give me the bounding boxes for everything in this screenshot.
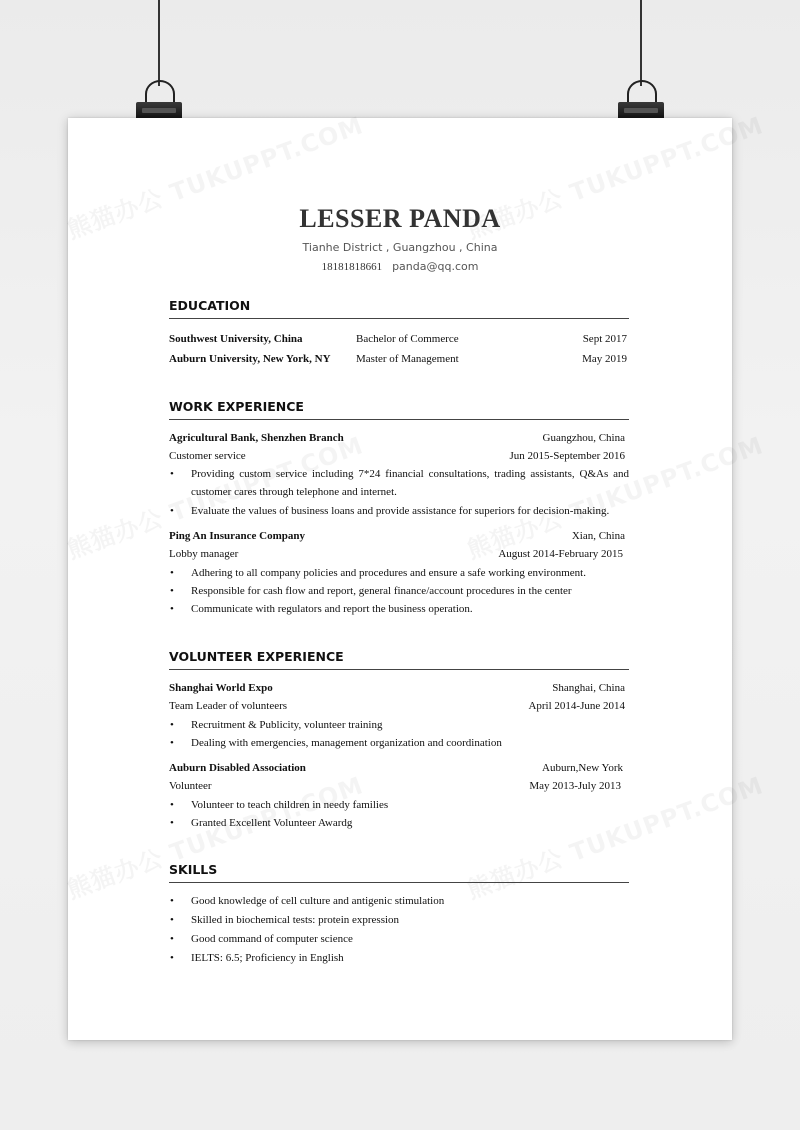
- list-item: • Recruitment & Publicity, volunteer training: [169, 716, 629, 734]
- section-title-work-experience: WORK EXPERIENCE: [169, 399, 629, 420]
- list-item: • Dealing with emergencies, management organization and coordination: [169, 734, 629, 752]
- contact-line: [68, 260, 732, 273]
- date: April 2014-June 2014: [528, 700, 625, 712]
- list-item: • Responsible for cash flow and report, general finance/account procedures in the center: [169, 582, 629, 600]
- company-name: Agricultural Bank, Shenzhen Branch: [169, 432, 344, 444]
- list-item: • Communicate with regulators and report the business operation.: [169, 600, 629, 618]
- section-title-education: EDUCATION: [169, 298, 629, 319]
- list-item: • IELTS: 6.5; Proficiency in English: [169, 949, 629, 967]
- location: Auburn,New York: [542, 762, 623, 774]
- location: Shanghai, China: [552, 682, 625, 694]
- list-item: • Providing custom service including 7*24 financial consultations, trading assistants, Q&As and customer cares through telephone and internet.: [169, 465, 629, 501]
- school-name: Southwest University, China: [169, 333, 303, 345]
- watermark: [61, 766, 367, 906]
- date: August 2014-February 2015: [498, 548, 623, 560]
- job-role: Volunteer: [169, 780, 212, 792]
- address: Tianhe District , Guangzhou , China: [302, 241, 498, 254]
- school-name: Auburn University, New York, NY: [169, 353, 331, 365]
- section-title-volunteer-experience: VOLUNTEER EXPERIENCE: [169, 649, 629, 670]
- list-item: • Good knowledge of cell culture and antigenic stimulation: [169, 892, 629, 910]
- list-item: • Skilled in biochemical tests: protein expression: [169, 911, 629, 929]
- degree: Master of Management: [356, 353, 459, 365]
- list-item: • Evaluate the values of business loans and provide assistance for superiors for decision-making.: [169, 502, 629, 520]
- job-role: Team Leader of volunteers: [169, 700, 288, 712]
- location: Xian, China: [571, 530, 625, 542]
- hanging-wire-right: [640, 0, 642, 86]
- organization-name: Auburn Disabled Association: [169, 762, 306, 774]
- date: May 2019: [582, 353, 627, 365]
- list-item: • Adhering to all company policies and procedures and ensure a safe working environment.: [169, 564, 629, 582]
- date: Jun 2015-September 2016: [509, 450, 625, 462]
- phone-number: 18181818661: [321, 261, 383, 273]
- date: May 2013-July 2013: [529, 780, 621, 792]
- hanging-wire-left: [158, 0, 160, 86]
- company-name: Ping An Insurance Company: [169, 530, 306, 542]
- job-role: Lobby manager: [169, 548, 239, 560]
- list-item: • Volunteer to teach children in needy families: [169, 796, 629, 814]
- degree: Bachelor of Commerce: [356, 333, 459, 345]
- list-item: • Good command of computer science: [169, 930, 629, 948]
- organization-name: Shanghai World Expo: [169, 682, 273, 694]
- location: Guangzhou, China: [542, 432, 625, 444]
- list-item: • Granted Excellent Volunteer Awardg: [169, 814, 629, 832]
- candidate-name: LESSER PANDA: [299, 204, 501, 233]
- date: Sept 2017: [582, 333, 627, 345]
- email-address: panda@qq.com: [392, 260, 479, 273]
- section-title-skills: SKILLS: [169, 862, 629, 883]
- job-role: Customer service: [169, 450, 246, 462]
- resume-sheet: [68, 118, 732, 1040]
